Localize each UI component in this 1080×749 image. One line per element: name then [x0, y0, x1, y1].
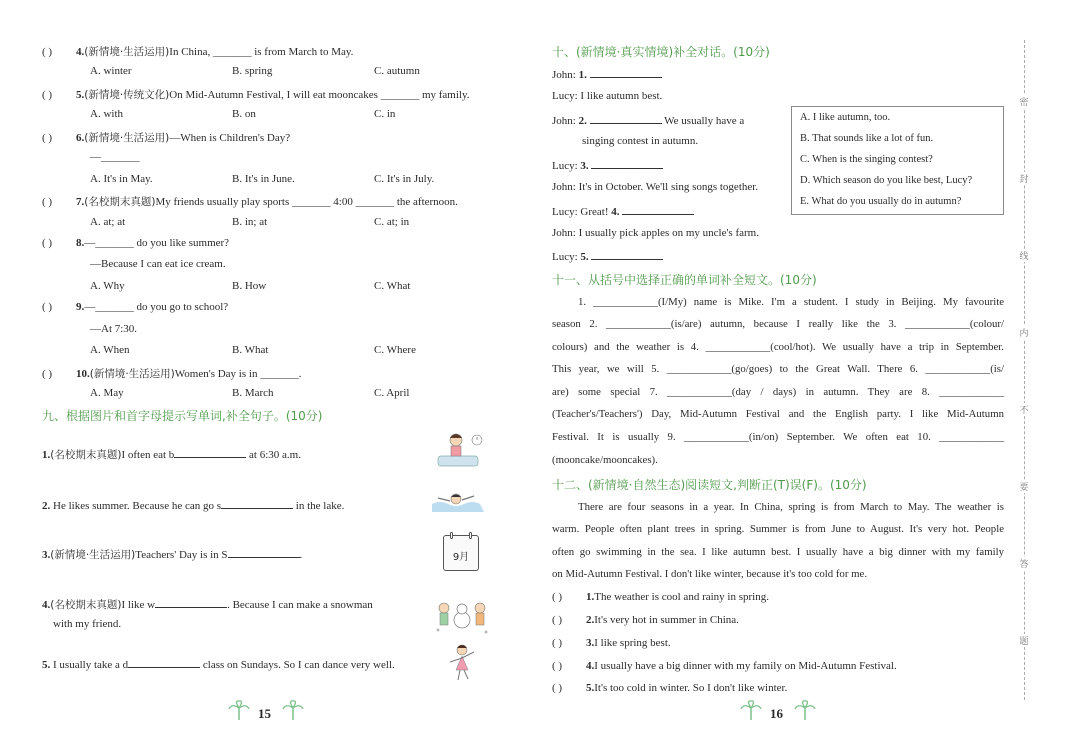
breakfast-girl-picture: [436, 430, 486, 470]
option-a: A. winter: [90, 65, 132, 77]
tf-question-2: ( ) 2.It's very hot in summer in China.: [552, 614, 739, 626]
seal-dashed-line: [1024, 40, 1025, 700]
options-box: [791, 106, 1004, 215]
option-a: A. I like autumn, too.: [800, 112, 891, 123]
answer-blank[interactable]: [221, 498, 293, 509]
page-number: 15: [258, 706, 271, 721]
option-a: A. It's in May.: [90, 173, 153, 185]
dialog-line-5: John: It's in October. We'll sing songs together.: [552, 181, 759, 193]
seal-char: 线: [1016, 249, 1032, 262]
option-a: A. with: [90, 108, 123, 120]
option-b: B. It's in June.: [232, 173, 295, 185]
mc-question-9: ( ) 9.—_______ do you go to school?: [42, 301, 229, 313]
dancing-girl-picture: [442, 642, 482, 682]
passage-line: often go swimming in the sea. I like autumn best. I usually have a big dinner with my family: [552, 545, 1004, 558]
passage-line: Festival. It is usually 9. ____________(in/on) September. We often eat 10. ____________: [552, 430, 1004, 443]
option-c: C. Where: [374, 344, 416, 356]
fill-question-4: 4.(名校期末真题)I like w . Because I can make a snowman: [42, 599, 373, 611]
passage-12-rest: [552, 518, 1004, 586]
tf-question-1: ( ) 1.The weather is cool and rainy in spring.: [552, 591, 769, 603]
option-b: B. How: [232, 280, 267, 292]
option-c: C. autumn: [374, 65, 420, 77]
option-c: C. in: [374, 108, 396, 120]
option-b: B. What: [232, 344, 269, 356]
passage-line: colours) and the weather is 4. ____________(cool/hot). We usually have a trip in September.: [552, 340, 1004, 353]
dialog-line-7: John: I usually pick apples on my uncle's farm.: [552, 227, 759, 239]
seal-char: 密: [1016, 95, 1032, 108]
seal-char: 答: [1016, 557, 1032, 570]
fill-question-2: 2. He likes summer. Because he can go s in the lake.: [42, 500, 345, 512]
passage-11: [552, 291, 1004, 314]
dialog-line-2: Lucy: I like autumn best.: [552, 90, 663, 102]
answer-blank[interactable]: [591, 249, 663, 260]
mc-question-4: ( ) 4.(新情境·生活运用)In China, _______ is from March to May.: [42, 46, 354, 58]
passage-11-rest: [552, 313, 1004, 471]
answer-paren[interactable]: ( ): [42, 46, 53, 58]
dialog-line-1: John: 1.: [552, 67, 662, 81]
answer-blank[interactable]: [590, 67, 662, 78]
passage-line: This year, we will 5. ____________(go/goes) to the Great Wall. There 6. ____________(is/: [552, 363, 1004, 376]
passage-line: on Mid-Autumn Festival. I don't like winter, because it's too cold for me.: [552, 568, 868, 581]
fill-question-5: 5. I usually take a d class on Sundays. So I can dance very well.: [42, 659, 395, 671]
option-c: C. It's in July.: [374, 173, 435, 185]
mc-question-7: ( ) 7.(名校期末真题)My friends usually play sports _______ 4:00 _______ the afternoon.: [42, 196, 458, 208]
seal-char: 不: [1016, 403, 1032, 416]
swimming-boy-picture: [430, 488, 486, 516]
option-b: B. in; at: [232, 216, 268, 228]
passage-12: [552, 496, 1004, 519]
mc-question-8: ( ) 8.—_______ do you like summer?: [42, 237, 230, 249]
section-10-title: 十、(新情境·真实情境)补全对话。(10分): [552, 45, 770, 59]
option-a: A. at; at: [90, 216, 126, 228]
answer-blank[interactable]: [590, 113, 662, 124]
mc-question-5: ( ) 5.(新情境·传统文化)On Mid-Autumn Festival, I will eat mooncakes _______ my family.: [42, 89, 470, 101]
dialog-line-8: Lucy: 5.: [552, 249, 663, 263]
option-c: C. April: [374, 387, 410, 399]
answer-blank[interactable]: [155, 597, 227, 608]
seal-char: 封: [1016, 172, 1032, 185]
seal-char: 题: [1016, 634, 1032, 647]
section-12-title: 十二、(新情境·自然生态)阅读短文,判断正(T)误(F)。(10分): [552, 478, 867, 492]
passage-line: warm. People often plant trees in spring. Summer is from June to August. It's very hot. People: [552, 523, 1004, 535]
answer-blank[interactable]: [622, 204, 694, 215]
seal-char: 内: [1016, 326, 1032, 339]
seal-char: 要: [1016, 480, 1032, 493]
dialog-line-3: John: 2. We usually have a: [552, 115, 745, 127]
section-9-title: 九、根据图片和首字母提示写单词,补全句子。(10分): [42, 409, 323, 423]
option-b: B. on: [232, 108, 256, 120]
palm-decoration-icon: [794, 700, 816, 722]
page-number: 16: [770, 706, 783, 721]
passage-line: (mooncake/mooncakes).: [552, 453, 658, 466]
answer-blank[interactable]: [128, 657, 200, 668]
passage-line: are) some special 7. ____________(day / days) in autumn. They are 8. ____________: [552, 385, 1004, 398]
option-b: B. spring: [232, 65, 273, 77]
tf-question-5: ( ) 5.It's too cold in winter. So I don't like winter.: [552, 682, 788, 694]
option-a: A. May: [90, 387, 124, 399]
section-11-title: 十一、从括号中选择正确的单词补全短文。(10分): [552, 273, 817, 287]
calendar-label: 9月: [452, 552, 470, 563]
option-c: C. at; in: [374, 216, 410, 228]
palm-decoration-icon: [282, 700, 304, 722]
passage-line: (Teacher's/Teachers') Day, Mid-Autumn Festival and the English party. I like Mid-Autumn: [552, 408, 1004, 421]
palm-decoration-icon: [740, 700, 762, 722]
mc-question-10: ( ) 10.(新情境·生活运用)Women's Day is in _______.: [42, 368, 302, 380]
palm-decoration-icon: [228, 700, 250, 722]
passage-line: 1. ____________(I/My) name is Mike. I'm a student. I study in Beijing. My favourite: [578, 296, 1004, 308]
fill-question-3: 3.(新情境·生活运用)Teachers' Day is in S .: [42, 549, 303, 561]
tf-question-4: ( ) 4.I usually have a big dinner with my family on Mid-Autumn Festival.: [552, 660, 897, 672]
calendar-picture: [443, 535, 479, 571]
answer-blank[interactable]: [591, 158, 663, 169]
snowman-picture: [432, 596, 490, 638]
option-b: B. That sounds like a lot of fun.: [800, 133, 934, 144]
answer-blank[interactable]: [228, 547, 300, 558]
option-c: C. When is the singing contest?: [800, 154, 933, 165]
option-b: B. March: [232, 387, 274, 399]
passage-line: There are four seasons in a year. In China, spring is from March to May. The weather is: [578, 501, 1004, 513]
mc-question-6: ( ) 6.(新情境·生活运用)—When is Children's Day?: [42, 132, 291, 144]
option-c: C. What: [374, 280, 411, 292]
option-a: A. When: [90, 344, 130, 356]
dialog-line-4: Lucy: 3.: [552, 158, 663, 172]
passage-line: season 2. ____________(is/are) autumn, because I really like the 3. ____________(colour/: [552, 318, 1004, 330]
option-d: D. Which season do you like best, Lucy?: [800, 175, 973, 186]
answer-blank[interactable]: [174, 447, 246, 458]
fill-question-1: 1.(名校期末真题)I often eat b at 6:30 a.m.: [42, 449, 301, 461]
dialog-line-6: Lucy: Great! 4.: [552, 204, 694, 218]
option-a: A. Why: [90, 280, 125, 292]
option-e: E. What do you usually do in autumn?: [800, 196, 962, 207]
tf-question-3: ( ) 3.I like spring best.: [552, 637, 671, 649]
